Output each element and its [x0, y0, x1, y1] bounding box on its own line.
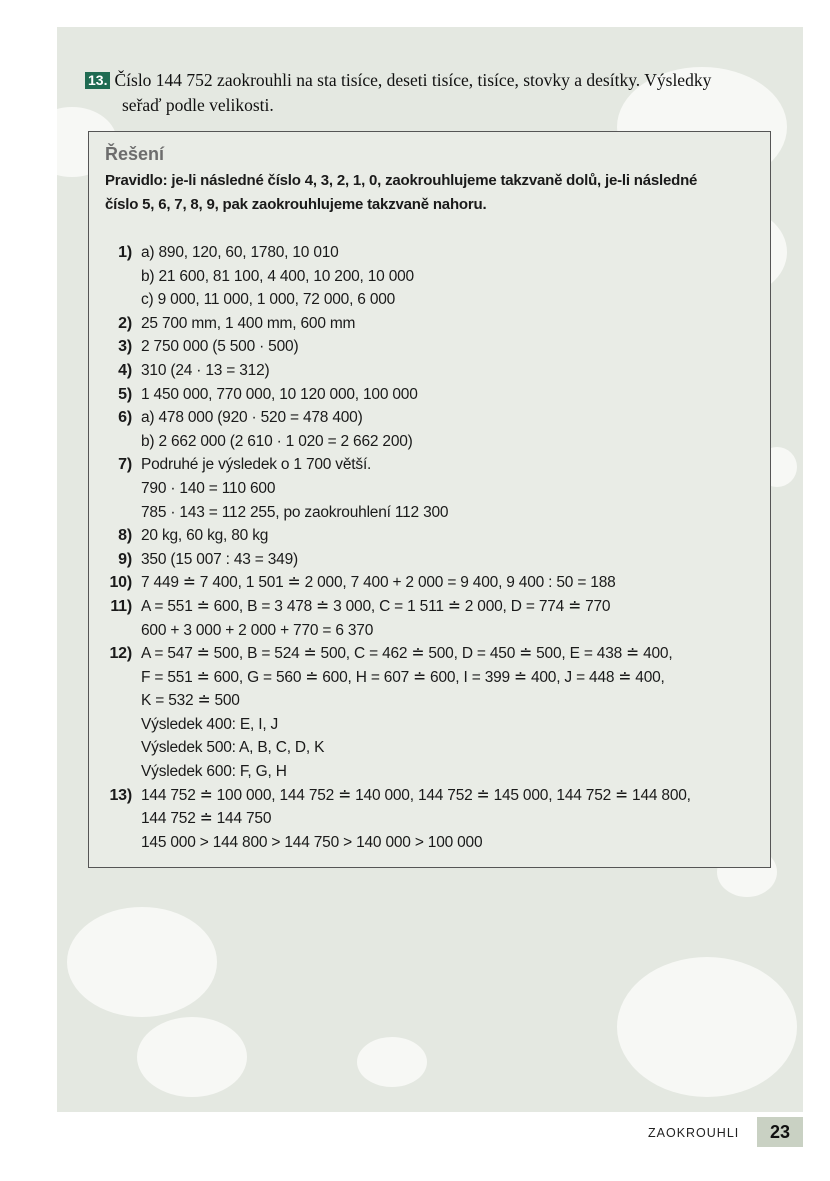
answer-number: 12): [109, 645, 132, 663]
answers-list: [89, 241, 772, 854]
answer-line: A = 547 ≐ 500, B = 524 ≐ 500, C = 462 ≐ 500, D = 450 ≐ 500, E = 438 ≐ 400,: [141, 645, 673, 663]
answer-line: 20 kg, 60 kg, 80 kg: [141, 527, 269, 545]
chapter-label: ZAOKROUHLI: [648, 1126, 740, 1140]
answer-line: a) 890, 120, 60, 1780, 10 010: [141, 244, 339, 261]
answer-number: 9): [118, 550, 132, 568]
answer-number: 10): [109, 574, 132, 592]
answer-item: [89, 241, 772, 312]
answer-line: 2 750 000 (5 500 · 500): [141, 338, 299, 356]
answer-line: 144 752 ≐ 144 750: [141, 810, 272, 828]
answer-line: 145 000 > 144 800 > 144 750 > 140 000 > 100 000: [141, 833, 483, 851]
answer-line: Výsledek 500: A, B, C, D, K: [141, 739, 325, 757]
answer-item: [89, 595, 772, 642]
answer-number: 4): [118, 361, 132, 379]
answer-line: 600 + 3 000 + 2 000 + 770 = 6 370: [141, 621, 374, 639]
answer-number: 1): [118, 244, 132, 261]
task-line-1: Číslo 144 752 zaokrouhli na sta tisíce, deseti tisíce, tisíce, stovky a desítky. Výsledky: [114, 70, 712, 90]
answer-item: [89, 359, 772, 383]
answer-item: [89, 642, 772, 784]
answer-number: 6): [118, 409, 132, 427]
answer-item: [89, 312, 772, 336]
rule-line-1: Pravidlo: je-li následné číslo 4, 3, 2, 1, 0, zaokrouhlujeme takzvaně dolů, je-li následné: [105, 172, 698, 189]
answer-number: 7): [118, 456, 132, 474]
answer-line: F = 551 ≐ 600, G = 560 ≐ 600, H = 607 ≐ 600, I = 399 ≐ 400, J = 448 ≐ 400,: [141, 668, 665, 686]
answer-line: Výsledek 400: E, I, J: [141, 715, 279, 733]
answer-line: b) 21 600, 81 100, 4 400, 10 200, 10 000: [141, 267, 414, 285]
answer-line: Výsledek 600: F, G, H: [141, 763, 287, 781]
answer-item: [89, 784, 772, 855]
answer-item: [89, 406, 772, 453]
answer-line: K = 532 ≐ 500: [141, 692, 240, 710]
answer-line: b) 2 662 000 (2 610 · 1 020 = 2 662 200): [141, 432, 413, 450]
answer-number: 11): [110, 597, 132, 615]
answer-line: 310 (24 · 13 = 312): [141, 361, 270, 379]
answer-number: 5): [118, 385, 132, 403]
answer-line: Podruhé je výsledek o 1 700 větší.: [141, 456, 372, 474]
answer-line: c) 9 000, 11 000, 1 000, 72 000, 6 000: [141, 291, 396, 309]
answer-line: 7 449 ≐ 7 400, 1 501 ≐ 2 000, 7 400 + 2 000 = 9 400, 9 400 : 50 = 188: [141, 574, 616, 592]
answer-item: [89, 335, 772, 359]
answer-item: [89, 548, 772, 572]
rule-line-2: číslo 5, 6, 7, 8, 9, pak zaokrouhlujeme takzvaně nahoru.: [105, 196, 487, 213]
task-number-badge: 13.: [85, 72, 110, 89]
answer-item: [89, 383, 772, 407]
answer-line: 144 752 ≐ 100 000, 144 752 ≐ 140 000, 144 752 ≐ 145 000, 144 752 ≐ 144 800,: [141, 786, 691, 804]
answer-line: 25 700 mm, 1 400 mm, 600 mm: [141, 314, 356, 332]
solution-title: Řešení: [105, 144, 165, 164]
task-line-2: seřaď podle velikosti.: [122, 95, 274, 115]
answer-number: 2): [118, 314, 132, 332]
answer-number: 8): [118, 527, 132, 545]
answer-item: [89, 524, 772, 548]
answer-item: [89, 571, 772, 595]
answer-line: 1 450 000, 770 000, 10 120 000, 100 000: [141, 385, 418, 403]
answer-line: 350 (15 007 : 43 = 349): [141, 550, 298, 568]
answer-number: 3): [118, 338, 132, 356]
solution-box: [88, 131, 771, 868]
answer-line: 790 · 140 = 110 600: [141, 479, 276, 497]
answer-line: A = 551 ≐ 600, B = 3 478 ≐ 3 000, C = 1 511 ≐ 2 000, D = 774 ≐ 770: [141, 597, 611, 615]
answer-line: a) 478 000 (920 · 520 = 478 400): [141, 409, 363, 427]
answer-item: [89, 453, 772, 524]
answer-line: 785 · 143 = 112 255, po zaokrouhlení 112 300: [141, 503, 449, 521]
answer-number: 13): [109, 786, 132, 804]
page-number: 23: [757, 1117, 803, 1147]
rounding-rule: [105, 169, 755, 217]
task-text: [85, 68, 785, 118]
